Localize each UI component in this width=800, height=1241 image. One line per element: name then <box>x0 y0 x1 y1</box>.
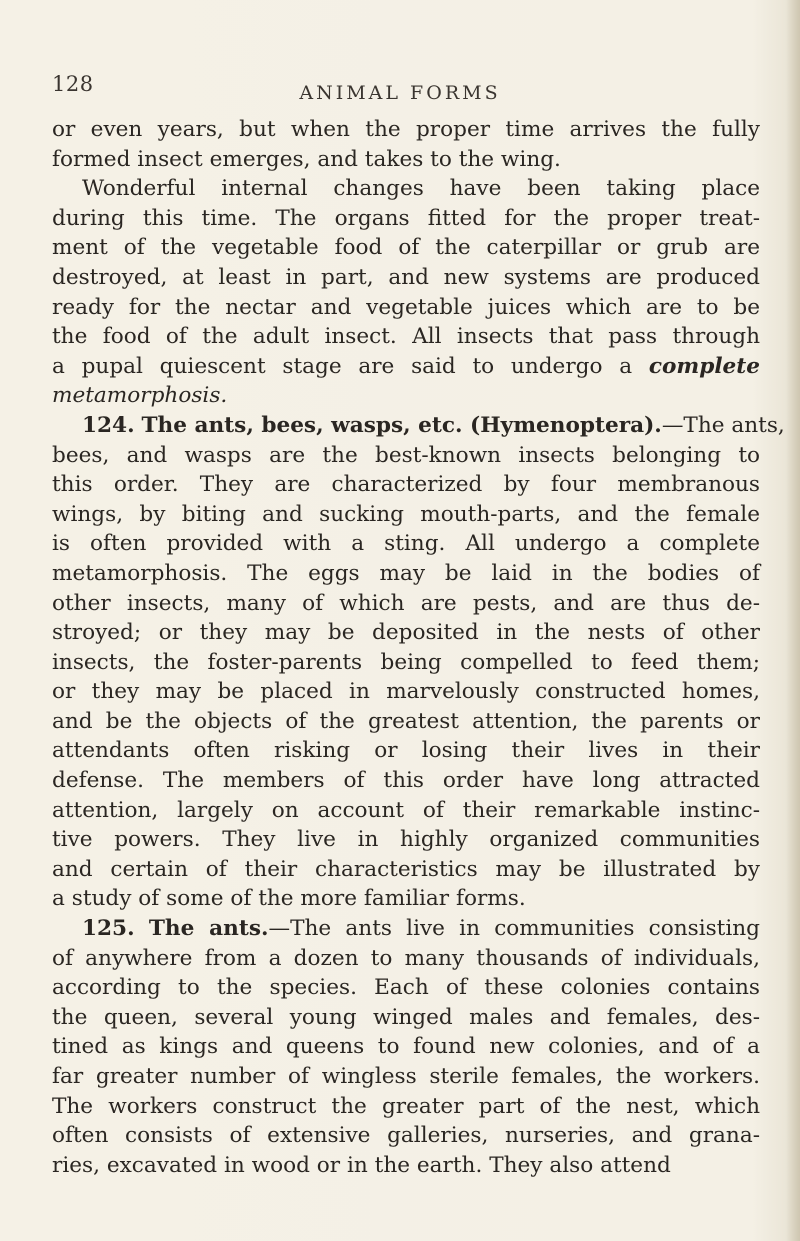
text-line: and certain of their characteristics may be illustrated by <box>52 856 760 882</box>
emphasis-complete: complete <box>648 353 760 379</box>
text-line: and be the objects of the greatest attention, the parents or <box>52 708 760 734</box>
text-line: ready for the nectar and vegetable juices which are to be <box>52 294 760 320</box>
emphasis-metamorphosis: metamorphosis. <box>52 383 228 409</box>
text-line: Wonderful internal changes have been taking place <box>82 176 760 202</box>
text-line: other insects, many of which are pests, and are thus de- <box>52 590 760 616</box>
text-line: is often provided with a sting. All undergo a complete <box>52 531 760 557</box>
text-line: this order. They are characterized by four membranous <box>52 472 760 498</box>
text-line: of anywhere from a dozen to many thousands of individuals, <box>52 945 760 971</box>
text-line: the queen, several young winged males and females, des- <box>52 1004 760 1030</box>
body-text <box>52 115 785 1180</box>
text-line: wings, by biting and sucking mouth-parts, and the female <box>52 501 760 527</box>
text-line: metamorphosis. The eggs may be laid in the bodies of <box>52 560 760 586</box>
page-edge-shadow <box>786 0 800 1241</box>
text-line: formed insect emerges, and takes to the wing. <box>52 146 561 172</box>
text-line: stroyed; or they may be deposited in the nests of other <box>52 620 760 646</box>
running-head: ANIMAL FORMS <box>299 82 501 104</box>
page-number: 128 <box>52 72 94 96</box>
text-line: attention, largely on account of their remarkable instinc- <box>52 797 760 823</box>
text-line: attendants often risking or losing their lives in their <box>52 738 760 764</box>
section-heading-124: 124. The ants, bees, wasps, etc. (Hymenoptera).—The ants, <box>82 412 785 438</box>
text-line: tive powers. They live in highly organized communities <box>52 827 760 853</box>
text-line: ment of the vegetable food of the caterpillar or grub are <box>52 235 760 261</box>
text-line: according to the species. Each of these colonies contains <box>52 975 760 1001</box>
text-line: during this time. The organs fitted for the proper treat- <box>52 205 760 231</box>
text-line: a pupal quiescent stage are said to undergo a complete <box>52 353 760 379</box>
text-line: The workers construct the greater part of the nest, which <box>52 1093 760 1119</box>
text-line: ries, excavated in wood or in the earth. They also attend <box>52 1152 671 1178</box>
text-line: insects, the foster-parents being compelled to feed them; <box>52 649 760 675</box>
section-heading-125: 125. The ants.—The ants live in communities consisting <box>82 916 760 942</box>
text-line: defense. The members of this order have long attracted <box>52 768 760 794</box>
text-line: a study of some of the more familiar forms. <box>52 886 526 912</box>
text-line: far greater number of wingless sterile females, the workers. <box>52 1064 760 1089</box>
text-line: often consists of extensive galleries, nurseries, and grana- <box>52 1123 760 1149</box>
text-line: bees, and wasps are the best-known insects belonging to <box>52 442 760 468</box>
text-line: the food of the adult insect. All insects that pass through <box>52 324 760 350</box>
text-line: or even years, but when the proper time arrives the fully <box>52 117 760 142</box>
text-line: or they may be placed in marvelously constructed homes, <box>52 679 760 705</box>
text-line: tined as kings and queens to found new colonies, and of a <box>52 1034 760 1060</box>
text-line <box>52 381 760 411</box>
text-line: destroyed, at least in part, and new systems are produced <box>52 264 760 290</box>
